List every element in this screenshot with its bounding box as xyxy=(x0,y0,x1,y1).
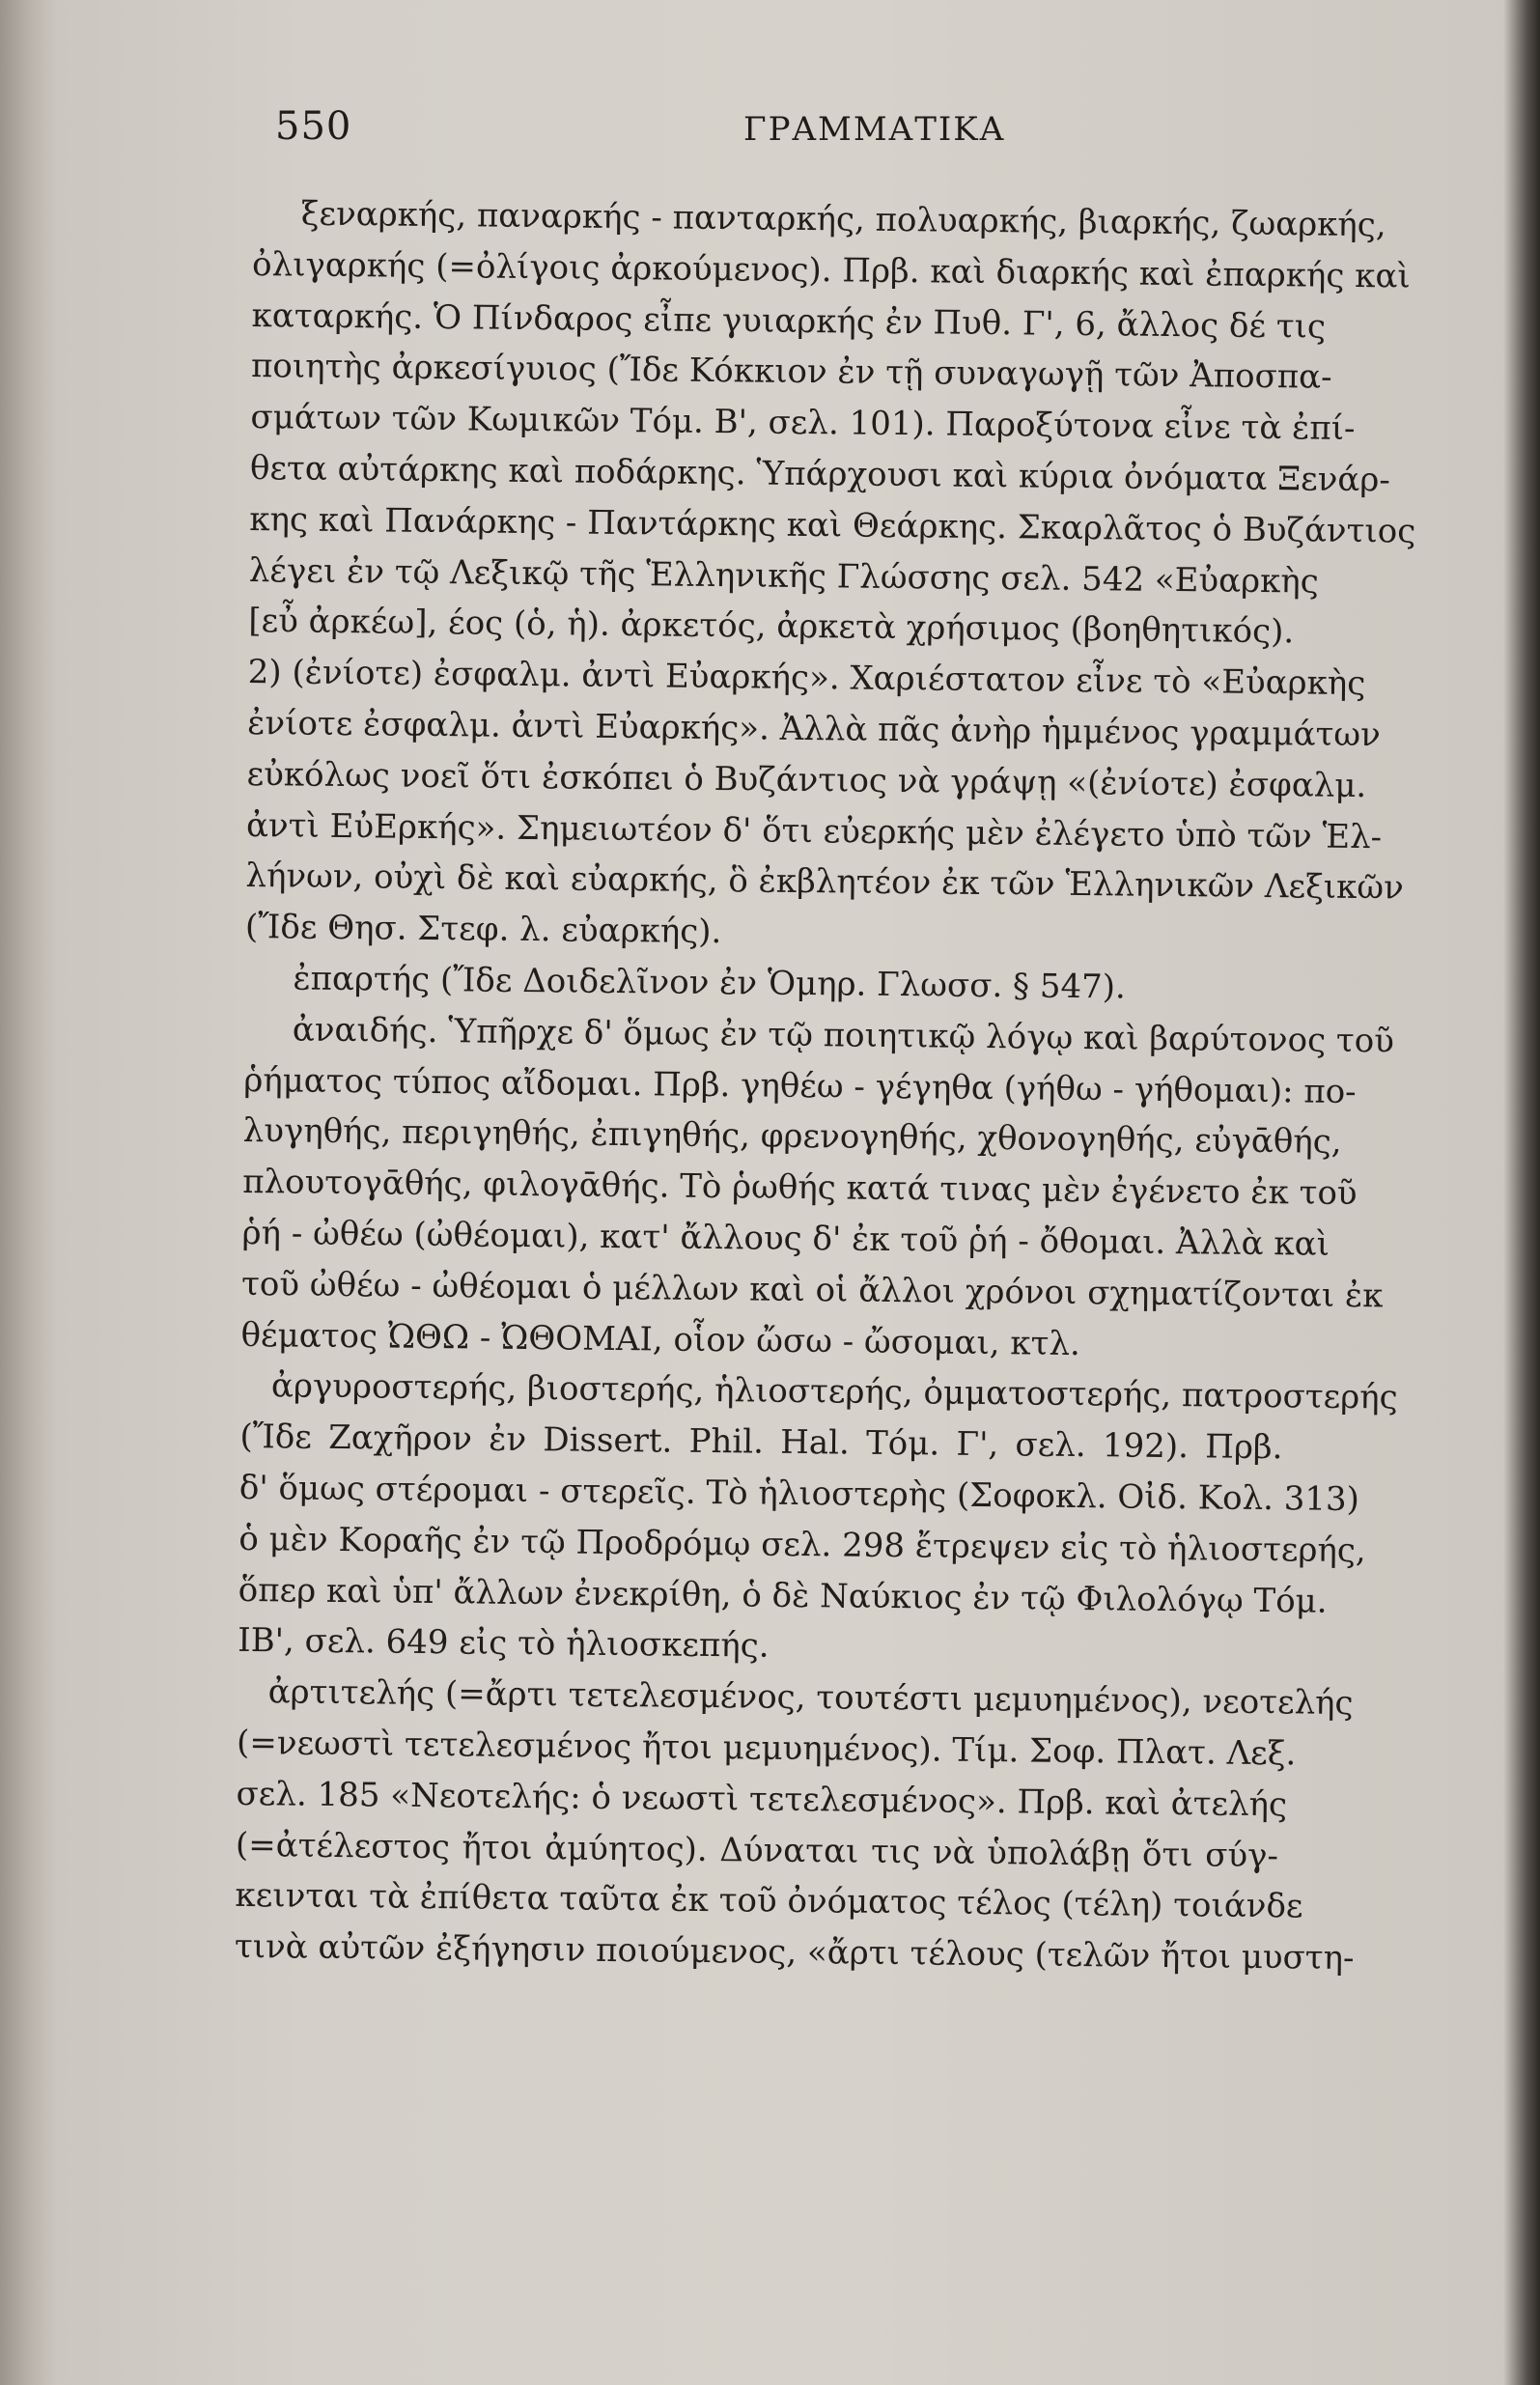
text-line: κης καὶ Πανάρκης - Παντάρκης καὶ Θεάρκης. Σκαρλᾶτος ὁ Βυζάντιος xyxy=(249,499,1416,551)
text-line: (Ἴδε Ζαχῆρον ἐν Dissert. Phil. Hal. Τόμ. Γ', σελ. 192). Πρβ. xyxy=(239,1417,1283,1468)
page-header xyxy=(275,104,1289,162)
text-line: ἐνίοτε ἐσφαλμ. ἀντὶ Εὐαρκής». Ἀλλὰ πᾶς ἀνὴρ ἡμμένος γραμμάτων xyxy=(246,703,1382,755)
text-line: ῥήματος τύπος αἴδομαι. Πρβ. γηθέω - γέγηθα (γήθω - γήθομαι): πο- xyxy=(243,1060,1357,1111)
text-line: ἀρτιτελής (=ἄρτι τετελεσμένος, τουτέστι μεμυημένος), νεοτελής xyxy=(267,1672,1354,1724)
text-line: θετα αὐτάρκης καὶ ποδάρκης. Ὑπάρχουσι καὶ κύρια ὀνόματα Ξενάρ- xyxy=(249,448,1391,500)
text-line: ἐπαρτής (Ἴδε Δοιδελῖνον ἐν Ὁμηρ. Γλωσσ. § 547). xyxy=(293,959,1127,1007)
text-line: λυγηθής, περιγηθής, ἐπιγηθής, φρενογηθής, χθονογηθής, εὐγᾱθής, xyxy=(242,1111,1342,1163)
text-line: (=νεωστὶ τετελεσμένος ἤτοι μεμυημένος). Τίμ. Σοφ. Πλατ. Λεξ. xyxy=(236,1723,1297,1774)
text-line: θέματος ὨΘΩ - ὨΘΟΜΑΙ, οἷον ὤσω - ὤσομαι, κτλ. xyxy=(240,1315,1081,1363)
text-line: κεινται τὰ ἐπίθετα ταῦτα ἐκ τοῦ ὀνόματος τέλος (τέλη) τοιάνδε xyxy=(235,1876,1303,1926)
text-line: τοῦ ὠθέω - ὠθέομαι ὁ μέλλων καὶ οἱ ἄλλοι χρόνοι σχηματίζονται ἐκ xyxy=(240,1264,1384,1316)
text-line: ὅπερ καὶ ὑπ' ἄλλων ἐνεκρίθη, ὁ δὲ Ναύκιος ἐν τῷ Φιλολόγῳ Τόμ. xyxy=(238,1570,1328,1621)
text-line: σελ. 185 «Νεοτελής: ὁ νεωστὶ τετελεσμένος». Πρβ. καὶ ἀτελής xyxy=(236,1774,1288,1825)
page-number: 550 xyxy=(275,104,352,149)
text-line: ῥή - ὠθέω (ὠθέομαι), κατ' ἄλλους δ' ἐκ τοῦ ῥή - ὄθομαι. Ἀλλὰ καὶ xyxy=(241,1213,1330,1264)
running-title: ΓΡΑΜΜΑΤΙΚΑ xyxy=(743,110,1006,149)
text-line: ΙΒ', σελ. 649 εἰς τὸ ἡλιοσκεπής. xyxy=(238,1621,770,1666)
text-line: ὁ μὲν Κοραῆς ἐν τῷ Προδρόμῳ σελ. 298 ἔτρεψεν εἰς τὸ ἡλιοστερής, xyxy=(238,1519,1366,1570)
text-line: ὀλιγαρκής (=ὀλίγοις ἀρκούμενος). Πρβ. καὶ διαρκής καὶ ἐπαρκής καὶ xyxy=(251,244,1411,296)
page-edge-shadow-right xyxy=(1503,0,1540,2385)
text-line: (=ἀτέλεστος ἤτοι ἀμύητος). Δύναται τις νὰ ὑπολάβῃ ὅτι σύγ- xyxy=(235,1825,1279,1875)
text-line: ξεναρκής, παναρκής - πανταρκής, πολυαρκής, βιαρκής, ζωαρκής, xyxy=(300,194,1386,245)
text-line: ἀναιδής. Ὑπῆρχε δ' ὅμως ἐν τῷ ποιητικῷ λόγῳ καὶ βαρύτονος τοῦ xyxy=(292,1010,1395,1061)
text-line: λήνων, οὐχὶ δὲ καὶ εὐαρκής, ὃ ἐκβλητέον ἐκ τῶν Ἑλληνικῶν Λεξικῶν xyxy=(245,856,1404,908)
text-line: σμάτων τῶν Κωμικῶν Τόμ. Β', σελ. 101). Παροξύτονα εἶνε τὰ ἐπί- xyxy=(250,398,1356,449)
text-line: δ' ὅμως στέρομαι - στερεῖς. Τὸ ἡλιοστερὴς (Σοφοκλ. Οἰδ. Κολ. 313) xyxy=(238,1468,1360,1519)
text-line: λέγει ἐν τῷ Λεξικῷ τῆς Ἑλληνικῆς Γλώσσης σελ. 542 «Εὐαρκὴς xyxy=(248,550,1319,602)
page-edge-shadow-left xyxy=(0,0,58,2385)
text-line: καταρκής. Ὁ Πίνδαρος εἶπε γυιαρκής ἐν Πυθ. Γ', 6, ἄλλος δέ τις xyxy=(251,295,1327,347)
text-line: πλουτογᾱθής, φιλογᾱθής. Τὸ ῥωθής κατά τινας μὲν ἐγένετο ἐκ τοῦ xyxy=(242,1163,1358,1214)
text-line: εὐκόλως νοεῖ ὅτι ἐσκόπει ὁ Βυζάντιος νὰ γράψῃ «(ἐνίοτε) ἐσφαλμ. xyxy=(246,754,1367,805)
text-line: τινὰ αὐτῶν ἐξήγησιν ποιούμενος, «ἄρτι τέλους (τελῶν ἤτοι μυστη- xyxy=(234,1926,1355,1978)
text-line: 2) (ἐνίοτε) ἐσφαλμ. ἀντὶ Εὐαρκής». Χαριέστατον εἶνε τὸ «Εὐαρκὴς xyxy=(247,653,1366,704)
text-line: ἀργυροστερής, βιοστερής, ἡλιοστερής, ὀμματοστερής, πατροστερής xyxy=(270,1366,1398,1417)
text-line: (Ἴδε Θησ. Στεφ. λ. εὐαρκής). xyxy=(244,908,722,952)
text-line: [εὖ ἀρκέω], έος (ὁ, ἡ). ἀρκετός, ἀρκετὰ χρήσιμος (βοηθητικός). xyxy=(248,602,1295,652)
text-line: ἀντὶ ΕὐΕρκής». Σημειωτέον δ' ὅτι εὐερκής μὲν ἐλέγετο ὑπὸ τῶν Ἑλ- xyxy=(245,805,1383,856)
text-body xyxy=(234,188,1416,1983)
text-line: ποιητὴς ἀρκεσίγυιος (Ἴδε Κόκκιον ἐν τῇ συναγωγῇ τῶν Ἀποσπα- xyxy=(250,347,1332,398)
